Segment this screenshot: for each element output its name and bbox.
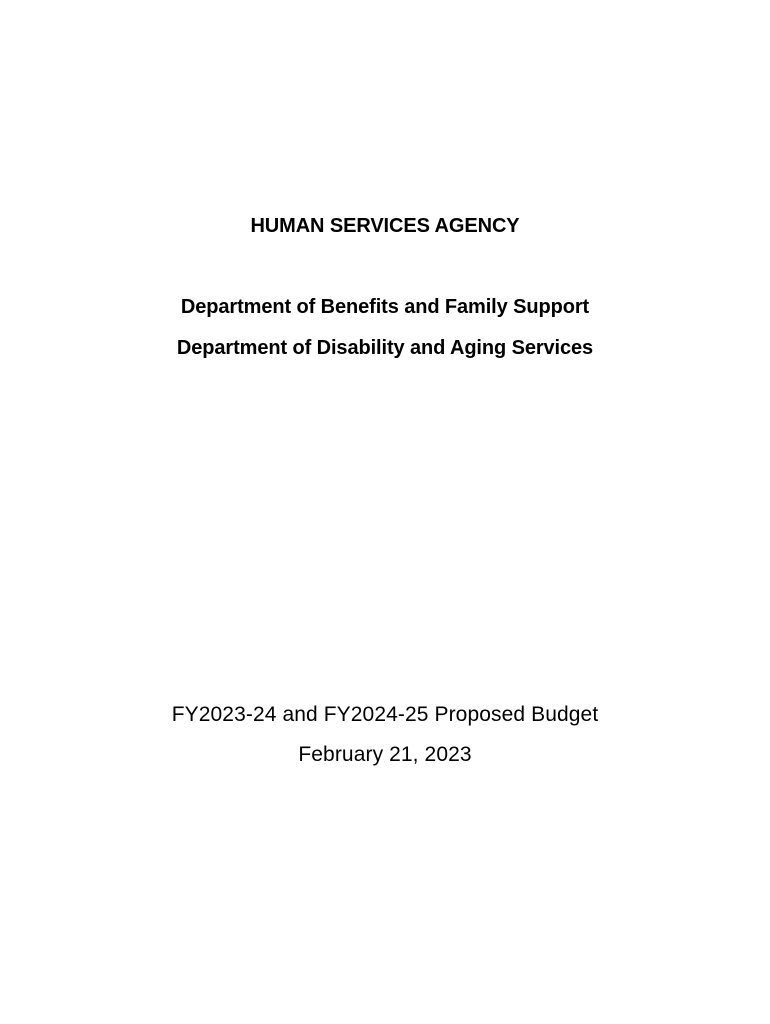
agency-title: HUMAN SERVICES AGENCY xyxy=(250,215,520,237)
department-benefits-family-support: Department of Benefits and Family Support xyxy=(180,296,590,318)
department-disability-aging-services: Department of Disability and Aging Services xyxy=(176,337,594,359)
budget-title: FY2023-24 and FY2024-25 Proposed Budget xyxy=(171,703,599,726)
document-date: February 21, 2023 xyxy=(298,743,472,766)
